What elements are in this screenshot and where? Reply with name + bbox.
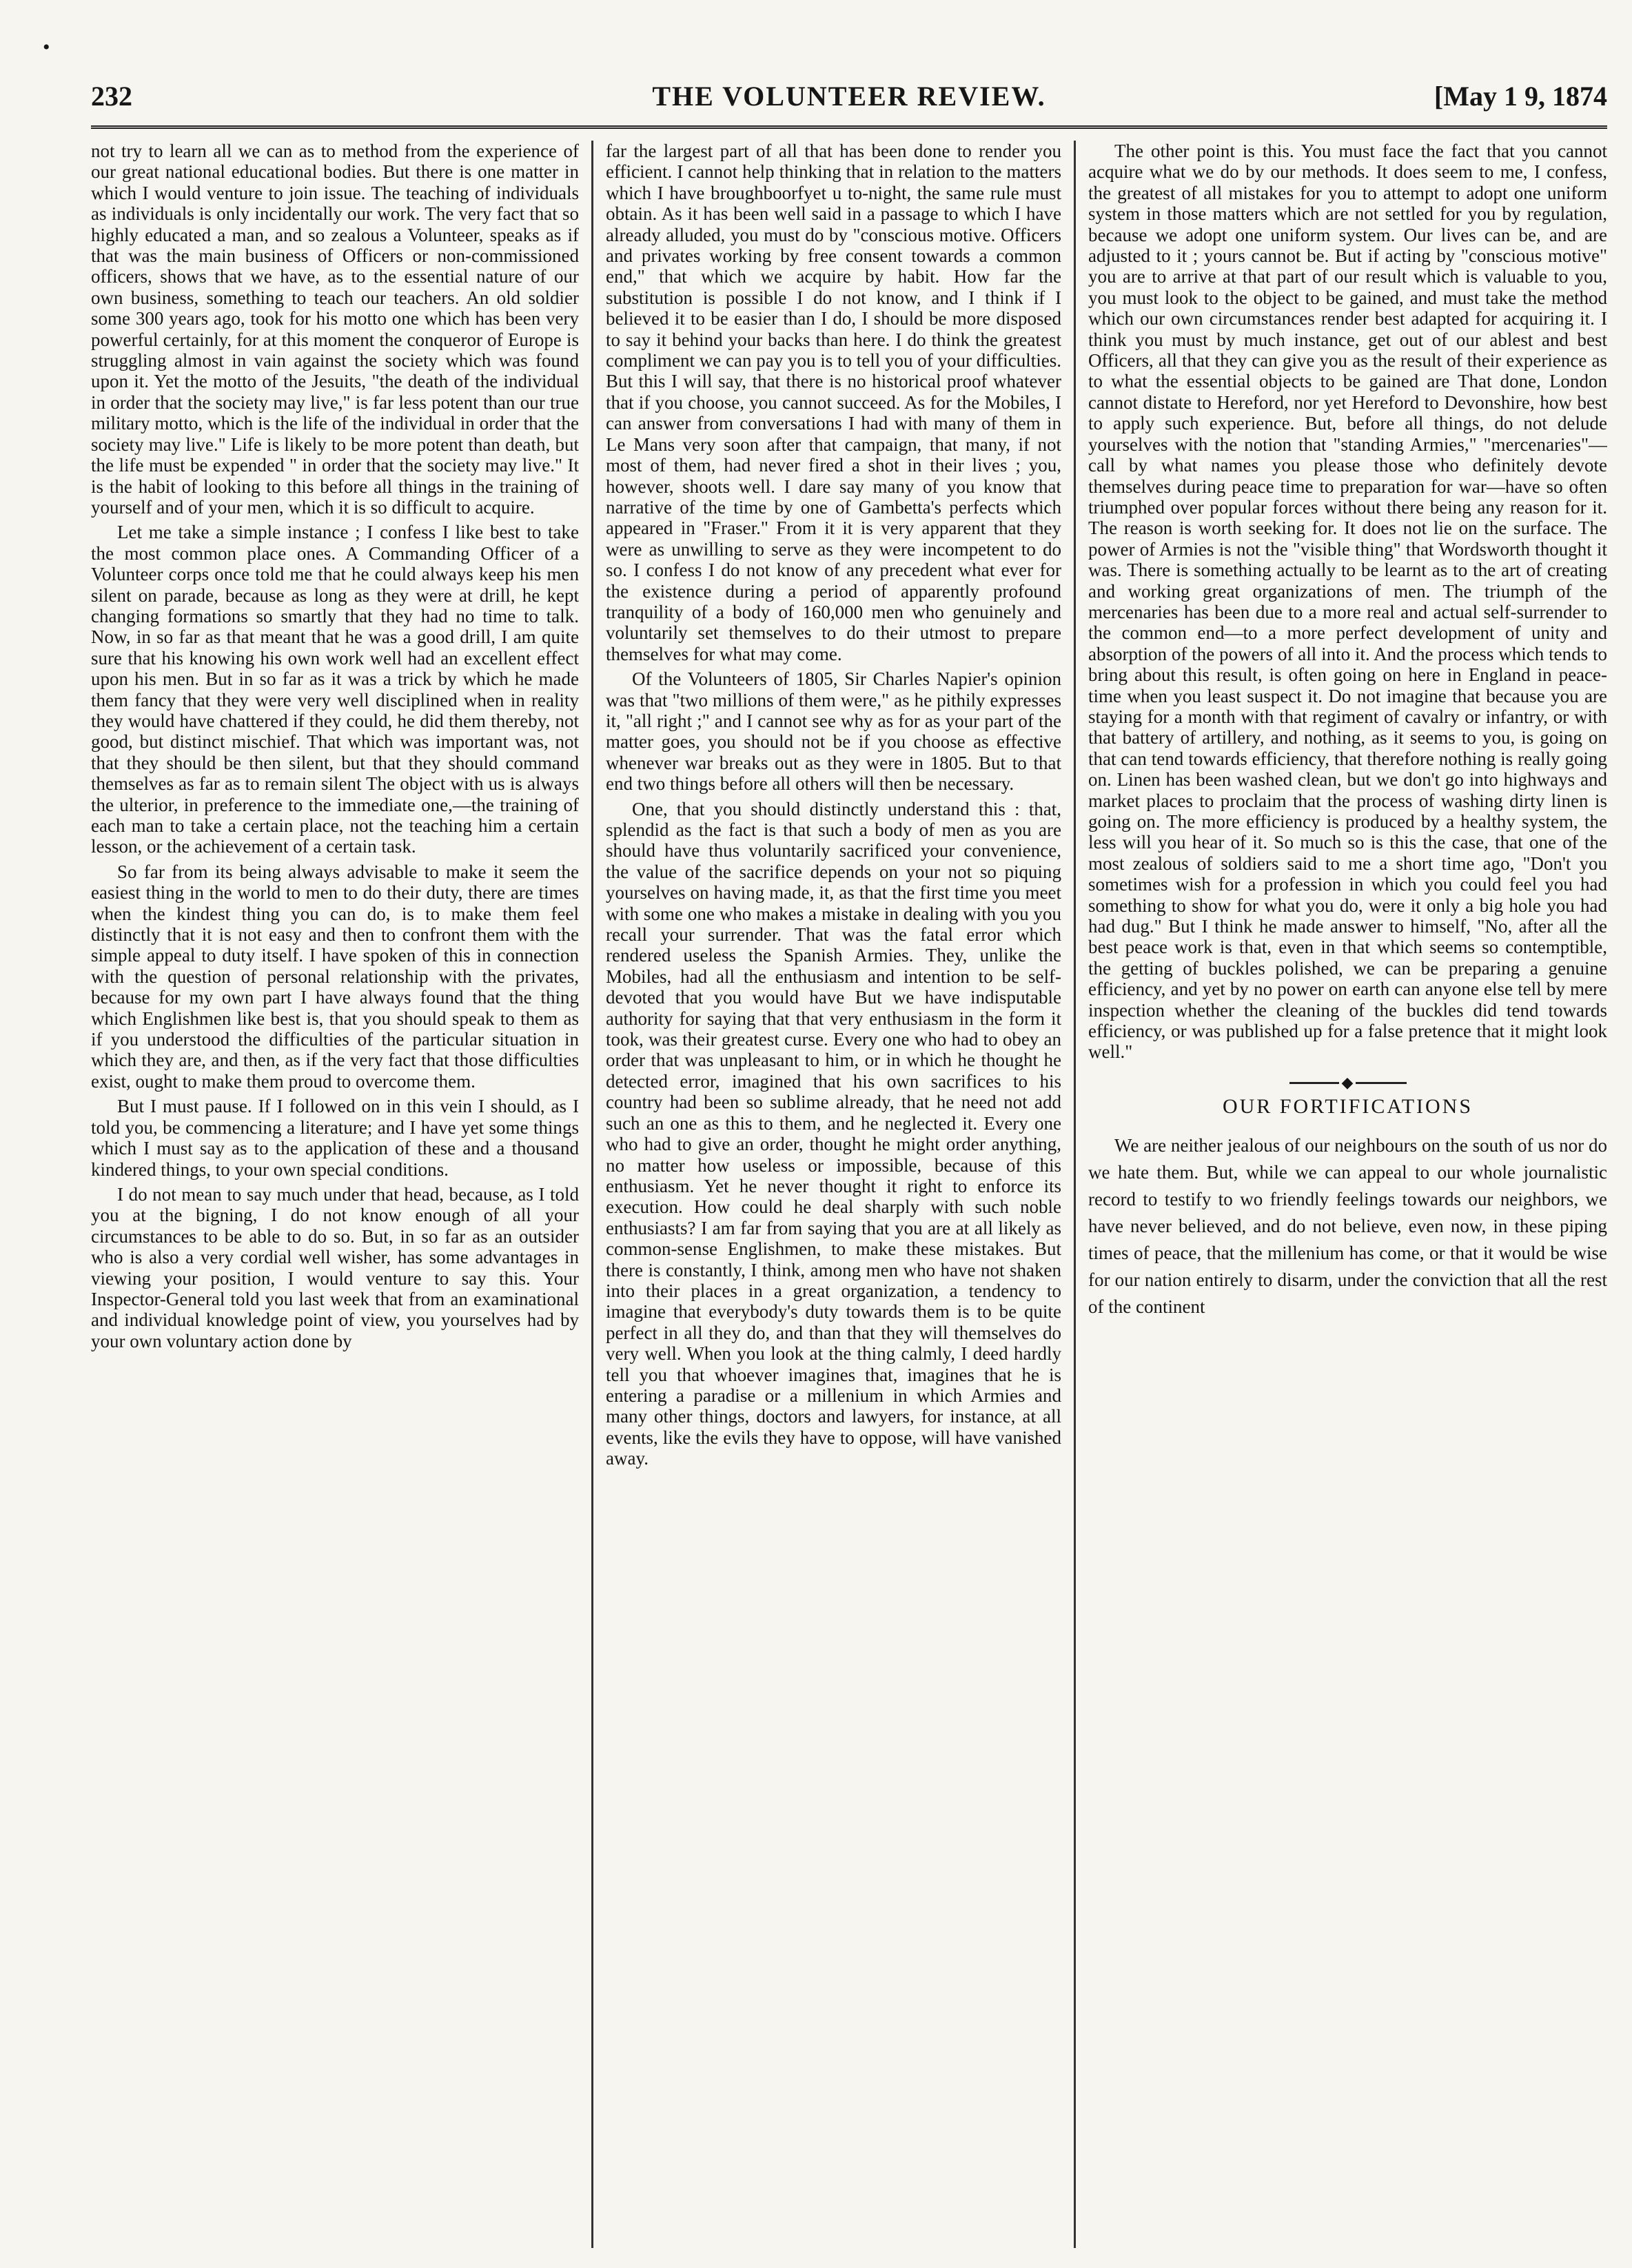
paragraph: far the largest part of all that has been done to render you efficient. I cannot help thinking that in relation to the matters which I have broughboorfyet u to-night, the same rule must obtain. As it has been well said in a passage to which I have already alluded, you must do by "conscious motive. Officers and privates working by free consent towards a common end," that which we acquire by habit. How far the substitution is possible I do not know, and I think if I believed it to be easier than I do, I should be more disposed to say it behind your backs than here. I do think the greatest compliment we can pay you is to tell you of your difficulties. But this I will say, that there is no historical proof whatever that if you choose, you cannot succeed. As for the Mobiles, I can answer from conversations I had with many of them in Le Mans very soon after that campaign, that many, if not most of them, had never fired a shot in their lives ; you, however, shoots well. I dare say many of you know that narrative of the time by one of Gambetta's perfects which appeared in "Fraser." From it it is very apparent that they were as unwilling to serve as they were incompetent to do so. I confess I do not know of any precedent what ever for the existence during a period of apparently profound tranquility of a body of 160,000 men who genuinely and voluntarily set themselves to do their utmost to prepare themselves for what may come.	[606, 141, 1061, 664]
paragraph: We are neither jealous of our neighbours on the south of us nor do we hate them. But, while we can appeal to our whole journalistic record to testify to wo friendly feelings towards our neighbors, we have never believed, and do not believe, even now, in these piping times of peace, that the millenium has come, or that it would be wise for our nation entirely to disarm, under the conviction that all the rest of the continent	[1088, 1135, 1607, 1318]
publication-title: THE VOLUNTEER REVIEW.	[652, 81, 1046, 112]
paragraph: not try to learn all we can as to method from the experience of our great national educational bodies. But there is one matter in which I would venture to join issue. The teaching of individuals as individuals is only incidentally our work. The very fact that so highly educated a man, and so zealous a Volunteer, speaks as if that was the main business of Officers or non-commissioned officers, shows that we have, as to the essential nature of our own business, something to teach our teachers. An old soldier some 300 years ago, took for his motto one which has been very powerful certainly, for at this moment the conqueror of Europe is struggling almost in vain against the society which was found upon it. Yet the motto of the Jesuits, "the death of the individual in order that the society may live," is far less potent than our true military motto, which is the life of the individual in order that the society may live." Life is likely to be more potent than death, but the life must be expended " in order that the society may live." It is the habit of looking to this before all things in the training of yourself and of your men, which it is so difficult to acquire.	[91, 141, 579, 518]
margin-mark: •	[43, 36, 50, 59]
paragraph: But I must pause. If I followed on in this vein I should, as I told you, be commencing a literature; and I have yet some things which I must say as to the application of these and a thousand kindered things, to your own special conditions.	[91, 1096, 579, 1180]
article-columns	[91, 141, 1607, 2248]
column-2	[591, 141, 1074, 2248]
page-number: 232	[91, 81, 132, 112]
paragraph: Of the Volunteers of 1805, Sir Charles Napier's opinion was that "two millions of them were," as he pithily expresses it, "all right ;" and I cannot see why as for as your part of the matter goes, you should not be if you choose as effective whenever war breaks out as they were in 1805. But to that end two things before all others will then be necessary.	[606, 668, 1061, 795]
column-1	[91, 141, 591, 2248]
paragraph: Let me take a simple instance ; I confess I like best to take the most common place ones. A Commanding Officer of a Volunteer corps once told me that he could always keep his men silent on parade, because as long as they were at drill, he kept changing formations so smartly that they had no time to talk. Now, in so far as that meant that he was a good drill, I am quite sure that his knowing his own work well had an excellent effect upon his men. But in so far as it was a trick by which he made them fancy that they were very well disciplined when in reality they would have chattered if they could, he did them thereby, not good, but distinct mischief. That which was important was, not that they should be then silent, but that they should command themselves as far as to remain silent The object with us is always the ulterior, in preference to the immediate one,—the training of each man to take a certain place, not the teaching him a certain lesson, or the achievement of a certain task.	[91, 522, 579, 857]
paragraph: So far from its being always advisable to make it seem the easiest thing in the world to men to do their duty, there are times when the kindest thing you can do, is to make them feel distinctly that it is not easy and then to confront them with the simple appeal to duty itself. I have spoken of this in connection with the question of personal relationship with the privates, because for my own part I have always found that the thing which Englishmen like best is, that you should speak to them as if you understood the difficulties of the particular situation in which they are, and then, as if the very fact that those difficulties exist, ought to make them proud to overcome them.	[91, 861, 579, 1092]
issue-date: [May 1 9, 1874	[1434, 81, 1607, 112]
paragraph: I do not mean to say much under that head, because, as I told you at the bigning, I do not know enough of all your circumstances to be able to do so. But, in so far as an outsider who is also a very cordial well wisher, has some advantages in viewing your position, I would venture to say this. Your Inspector-General told you last week that from an examinational and individual knowledge point of view, you yourselves had by your own voluntary action done by	[91, 1183, 579, 1351]
section-title: OUR FORTIFICATIONS	[1222, 1094, 1473, 1118]
newspaper-page	[43, 36, 1607, 2248]
paragraph: The other point is this. You must face the fact that you cannot acquire what we do by our methods. It does seem to me, I confess, the greatest of all mistakes for you to attempt to adopt one uniform system in those matters which are not settled for you by regulation, because we adopt one uniform system. Our lives can be, and are adjusted to it ; yours cannot be. But if acting by "conscious motive" you are to arrive at that part of our result which is valuable to you, you must look to the object to be gained, and must take the method which our own circumstances render best adapted for acquiring it. I think you must by much instance, get out of our ablest and best Officers, all that they can give you as the result of their experience as to what the essential objects to be gained are That done, London cannot distate to Hereford, nor yet Hereford to Devonshire, how best to apply such experience. But, before all things, do not delude yourselves with the notion that "standing Armies," "mercenaries"—call by what names you please those who definitely devote themselves during peace time to preparation for war—have so often triumphed over popular forces without there being any reason for it. The reason is worth seeking for. It does not lie on the surface. The power of Armies is not the "visible thing" that Wordsworth thought it was. There is something actually to be learnt as to the art of creating and working great organizations of men. The triumph of the mercenaries has been due to a more real and actual self-surrender to the common end—to a more perfect development of unity and absorption of the powers of all into it. And the process which tends to bring about this result, is often going on here in England in peace-time when you least suspect it. Do not imagine that because you are staying for a month with that regiment of cavalry or infantry, or with that battery of artillery, and nothing, as it seems to you, is going on that can tend towards efficiency, that therefore nothing is really going on. Linen has been washed clean, but we don't go into highways and market places to proclaim that the process of washing dirty linen is going on. The more efficiency is produced by a healthy system, the less will you hear of it. So much so is this the case, that one of the most zealous of soldiers said to me a short time ago, "Don't you sometimes wish for a profession in which you could feel you had something to show for what you do, were it only a big hole you had had dug." But I think he made answer to himself, "No, after all the best peace work is that, even in that which seems so contemptible, the getting of buckles polished, we can be preparing a genuine efficiency, and yet by no power on earth can anyone else tell by mere inspection whether the cleaning of the buckles did tend towards efficiency, or was published up for a false pretence that it might look well."	[1088, 141, 1607, 1063]
masthead	[91, 77, 1607, 129]
column-3	[1074, 141, 1607, 2248]
paragraph: One, that you should distinctly understand this : that, splendid as the fact is that such a body of men as you are should have thus voluntarily sacrificed your convenience, the value of the sacrifice depends on your not so piquing yourselves on having made, it, as that the first time you meet with some one who makes a mistake in dealing with you you recall your surrender. That was the fatal error which rendered useless the Spanish Armies. They, unlike the Mobiles, had all the enthusiasm and intention to be self-devoted that you would have But we have indisputable authority for saying that that very enthusiasm in the form it took, was their greatest curse. Every one who had to obey an order that was unpleasant to him, or in which he thought he detected error, imagined that his own sacrifices to his country had been so sublime already, that he need not add such an one as this to them, and he neglected it. Every one who had to give an order, thought he might order anything, no matter how useless or impossible, because of this enthusiasm. Yet he never thought it right to enforce its execution. How could he deal sharply with such noble enthusiasts? I am far from saying that you are at all likely as common-sense Englishmen, to make these mistakes. But there is constantly, I think, among men who have not shaken into their places in a great organization, a tendency to imagine that everybody's duty towards them is to be quite perfect in all they do, and than that they will themselves do very well. When you look at the thing calmly, I deed hardly tell you that whoever imagines that, imagines that he is entering a paradise or a millenium in which Armies and many other things, doctors and lawyers, for instance, at all events, like the evils they have to oppose, will have vanished away.	[606, 798, 1061, 1469]
section-divider	[1289, 1082, 1407, 1084]
